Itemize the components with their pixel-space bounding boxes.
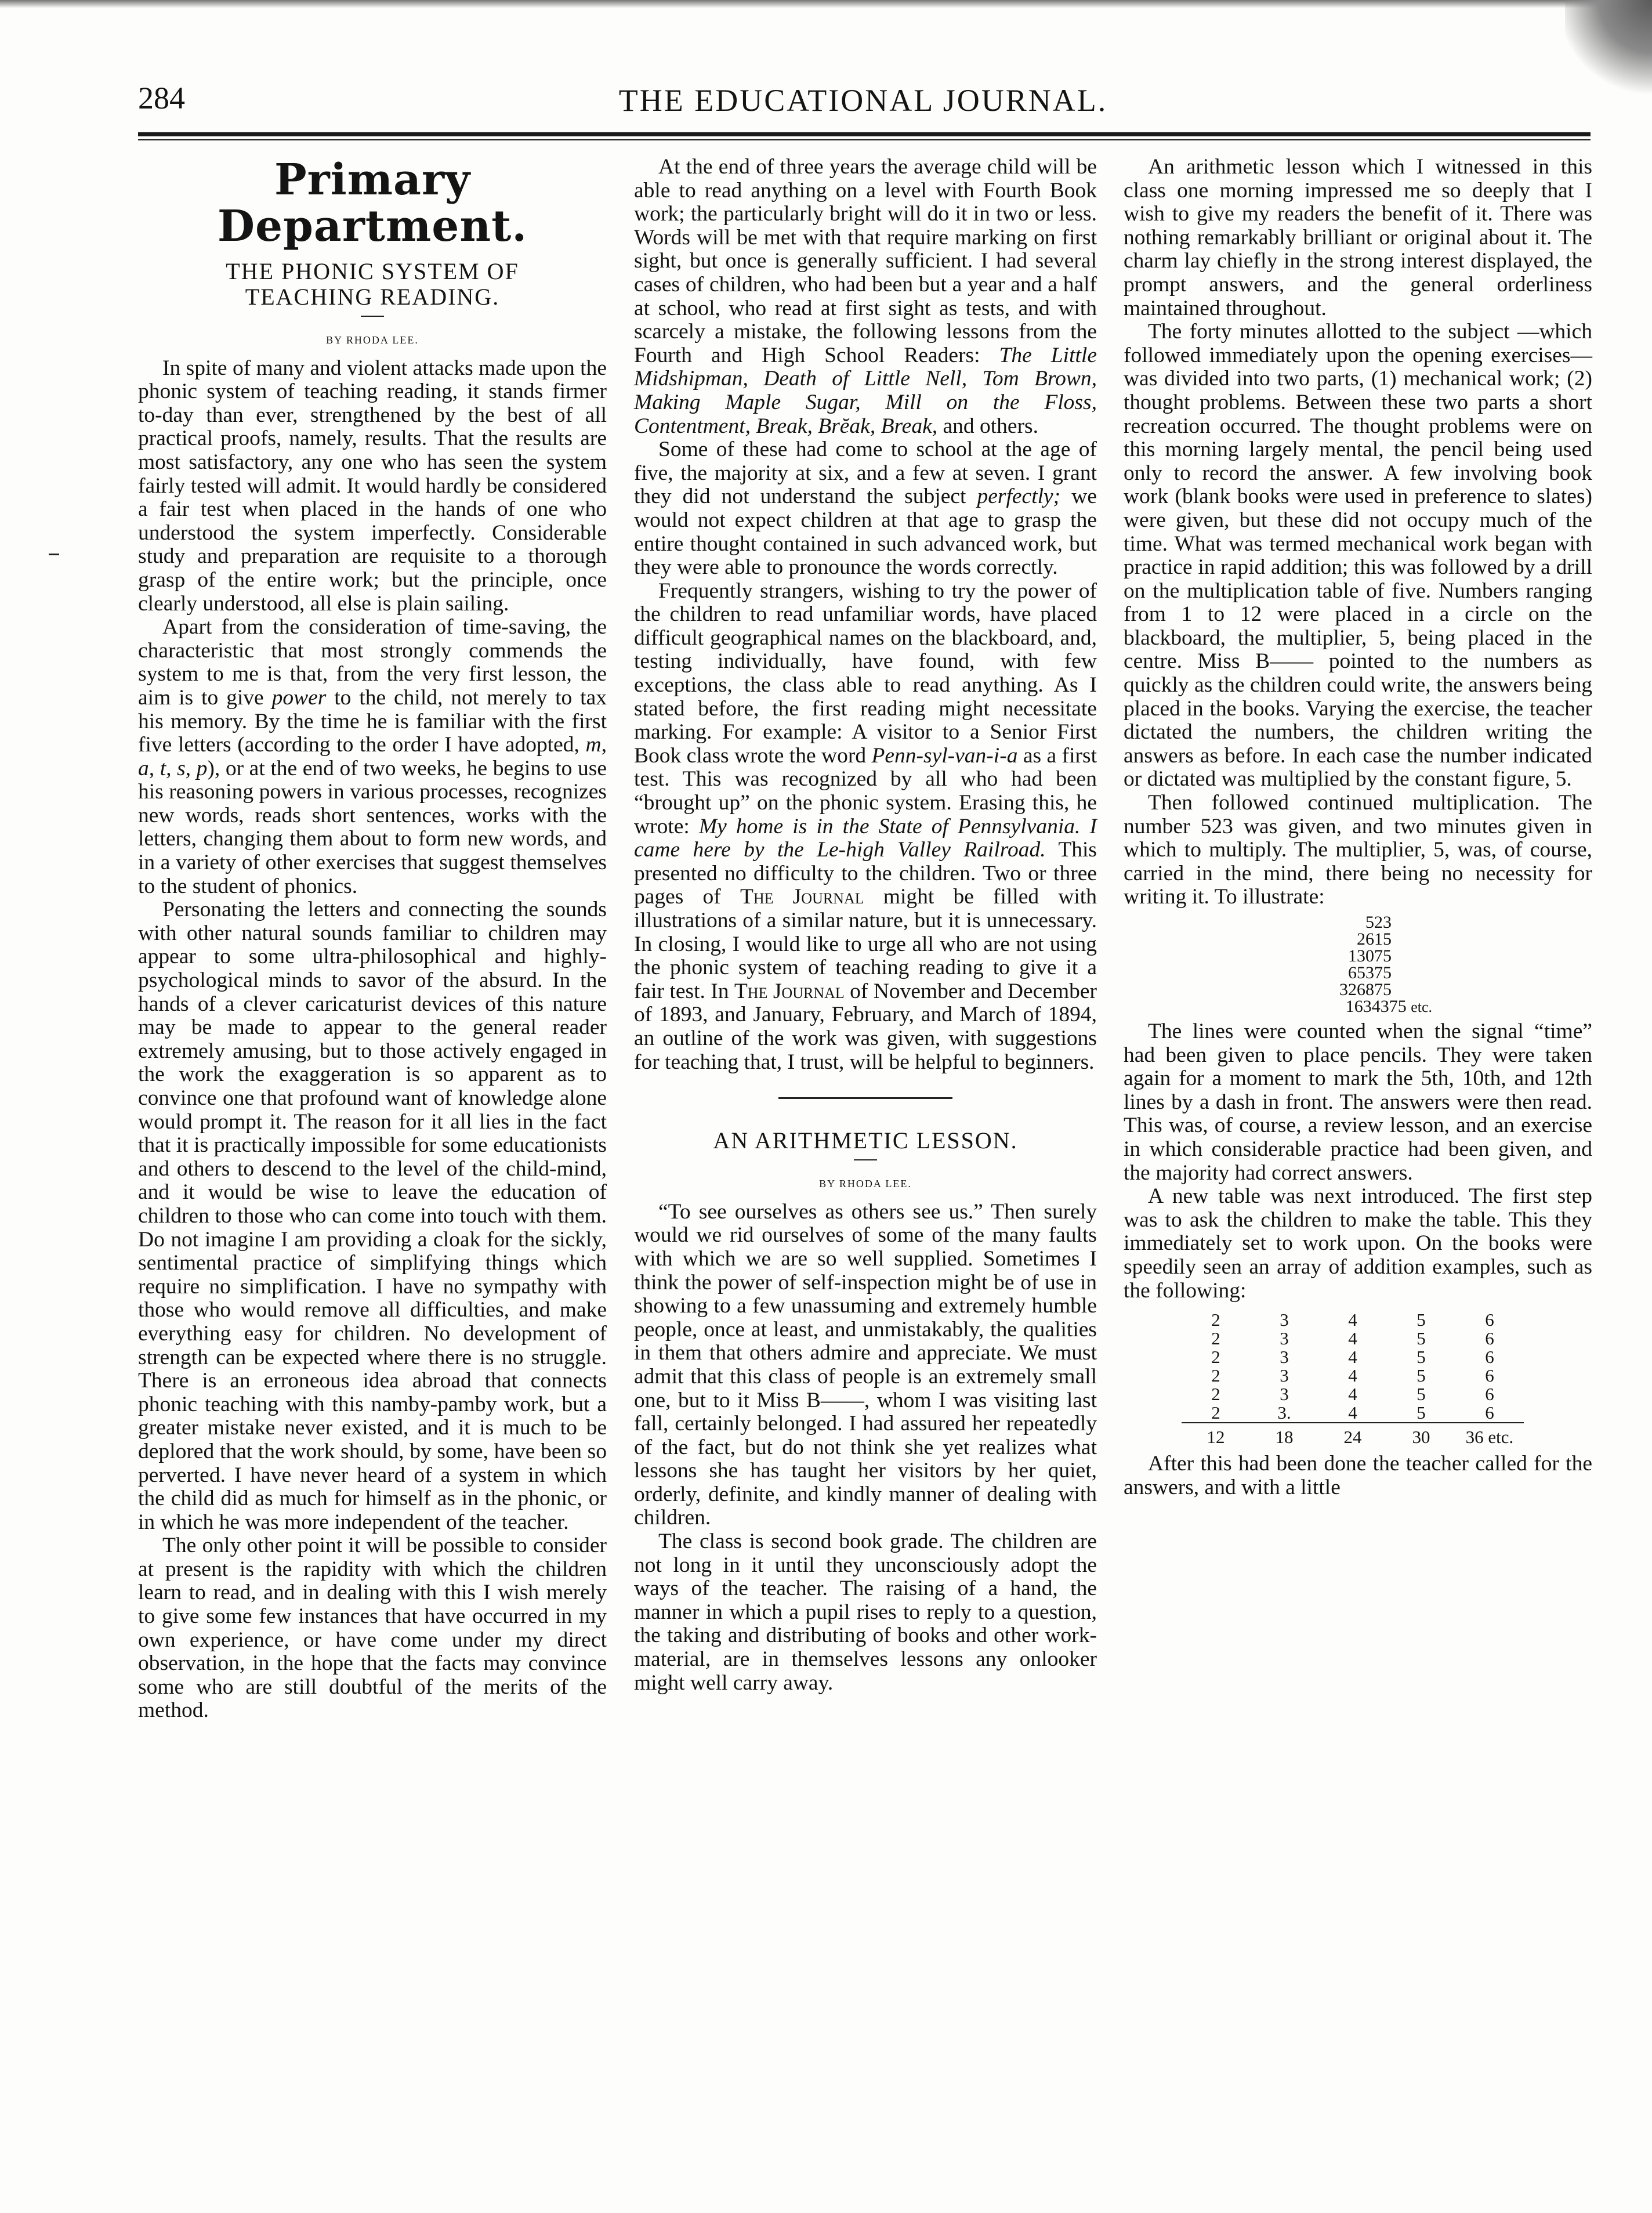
article-byline: BY RHODA LEE. bbox=[819, 1178, 912, 1190]
addition-cell: 2 bbox=[1211, 1365, 1220, 1386]
article-separator-rule bbox=[778, 1097, 952, 1099]
addition-cell: 5 bbox=[1416, 1402, 1426, 1423]
small-caps-text: The Journal bbox=[740, 885, 864, 909]
paragraph: The forty minutes allotted to the subject —which followed immediately upon the opening exercises—was divided into two parts, (1) mechanical work; (2) thought problems. Between these two parts a short recreation occurred. The thought problems were on this morning largely mental, the pencil being used only to record the answer. A few involving book work (blank books were used in preference to slates) were given, but these did not occupy much of the time. What was termed mechanical work began with practice in rapid addition; this was followed by a drill on the multiplication table of five. Numbers ranging from 1 to 12 were placed in a circle on the blackboard, the multiplier, 5, being placed in the centre. Miss B—— pointed to the numbers as quickly as the children could write, the answers being placed in the books. Varying the exercise, the teacher dictated the numbers, the children writing the answers as before. In each case the number indicated or dictated was multiplied by the constant figure, 5. bbox=[1124, 320, 1592, 791]
addition-total-cell: 30 bbox=[1387, 1423, 1455, 1447]
text-run: Some of these had come to school at the age of five, the majority at six, and a few at seven. I grant they did not understand the subject bbox=[634, 437, 1097, 509]
multiplication-line-last bbox=[1276, 998, 1432, 1015]
text-run: as a first test. This was recognized by all who had been “brought up” on the phonic system. Erasing this, he wrote: bbox=[634, 743, 1097, 838]
addition-cell: 6 bbox=[1485, 1328, 1494, 1349]
paragraph: After this had been done the teacher called for the answers, and with a little bbox=[1124, 1452, 1592, 1499]
addition-cell: 4 bbox=[1348, 1402, 1357, 1423]
addition-table bbox=[1182, 1311, 1524, 1447]
multiplication-line: 13075 bbox=[1348, 946, 1392, 966]
article-title-line-1: THE PHONIC SYSTEM OF bbox=[226, 258, 519, 284]
multiplication-line: 1634375 bbox=[1345, 997, 1407, 1016]
margin-dash-mark bbox=[49, 554, 59, 555]
paragraph bbox=[138, 616, 607, 898]
text-run: This presented no difficulty to the children. Two or three pages of bbox=[634, 838, 1097, 909]
addition-row bbox=[1182, 1366, 1524, 1385]
page-header bbox=[138, 80, 1588, 126]
department-title: Primary Department. bbox=[217, 155, 528, 251]
addition-total-cell: 36 etc. bbox=[1455, 1423, 1524, 1447]
text-run: of November and December of 1893, and January, February, and March of 1894, an outline of the work was given, with suggestions for teaching that, I trust, will be helpful to beginners. bbox=[634, 979, 1097, 1074]
addition-total-cell: 12 bbox=[1182, 1423, 1250, 1447]
paragraph: Then followed continued multiplication. The number 523 was given, and two minutes given in which to multiply. The multiplier, 5, was, of course, carried in the mind, there being no necessity for writing it. To illustrate: bbox=[1124, 791, 1592, 909]
paragraph bbox=[634, 438, 1097, 580]
multiplication-line: 65375 bbox=[1348, 963, 1392, 982]
paragraph bbox=[634, 156, 1097, 438]
addition-cell: 4 bbox=[1348, 1347, 1357, 1368]
text-run: and others. bbox=[937, 414, 1039, 438]
addition-row bbox=[1182, 1348, 1524, 1366]
text-run: Frequently strangers, wishing to try the power of the children to read unfamiliar words, have placed difficult geographical names on the blackboard, and, testing individually, have found, with few exceptions, the class able to read anything. As I stated before, the first reading might necessitate marking. For example: A visitor to a Senior First Book class wrote the word bbox=[634, 578, 1097, 768]
addition-cell: 6 bbox=[1485, 1347, 1494, 1368]
addition-row bbox=[1182, 1385, 1524, 1404]
addition-cell: 2 bbox=[1211, 1347, 1220, 1368]
title-short-rule bbox=[854, 1159, 877, 1160]
column-1 bbox=[138, 156, 607, 1723]
addition-cell: 3. bbox=[1277, 1402, 1291, 1423]
text-run: At the end of three years the average child will be able to read anything on a level with Fourth Book work; the particularly bright will do it in two or less. Words will be met with that require marking on first sight, but once is generally sufficient. I had several cases of children, who had been but a year and a half at school, who read at first sight as tests, and with scarcely a mistake, the following lessons from the Fourth and High School Readers: bbox=[634, 155, 1097, 367]
addition-cell: 3 bbox=[1280, 1365, 1289, 1386]
multiplication-line: 2615 bbox=[1357, 930, 1392, 949]
italic-text: My home is in the State of Pennsylvania. I came here by the Le-high Valley Railroad. bbox=[634, 814, 1097, 862]
paragraph: “To see ourselves as others see us.” Then surely would we rid ourselves of some of the many faults with which we are so well supplied. Sometimes I think the power of self-inspection might be of use in showing to a few unassuming and extremely humble people, once at least, and unmistakably, the qualities in them that others admire and appreciate. We must admit that this class of people is an extremely small one, but to it Miss B——, whom I was visiting last fall, certainly belonged. I had assured her repeatedly of the fact, but do not think she yet realizes what lessons she has taught her visitors by her quiet, orderly, definite, and kindly manner of dealing with children. bbox=[634, 1199, 1097, 1530]
paragraph: A new table was next introduced. The first step was to ask the children to make the table. This they immediately set to work upon. On the books were speedily seen an array of addition examples, such as the following: bbox=[1124, 1184, 1592, 1303]
article-title: AN ARITHMETIC LESSON. bbox=[713, 1127, 1018, 1154]
addition-cell: 5 bbox=[1416, 1384, 1426, 1405]
italic-text: perfectly; bbox=[977, 484, 1061, 509]
paragraph: In spite of many and violent attacks made upon the phonic system of teaching reading, it stands firmer to-day than ever, strengthened by the best of all practical proofs, namely, results. That the results are most satisfactory, any one who has seen the system fairly tested will admit. It would hardly be considered a fair test when placed in the hands of one who understood the system imperfectly. Considerable study and preparation are requisite to a thorough grasp of the entire work; but the principle, once clearly understood, all else is plain sailing. bbox=[138, 356, 607, 616]
addition-cell: 2 bbox=[1211, 1310, 1220, 1330]
italic-text: Penn-syl-van-i-a bbox=[871, 743, 1018, 768]
paragraph bbox=[634, 580, 1097, 1074]
column-3 bbox=[1124, 156, 1592, 1499]
article-title-line-2: TEACHING READING. bbox=[245, 284, 500, 310]
addition-cell: 6 bbox=[1485, 1384, 1494, 1405]
italic-text: power bbox=[271, 685, 327, 710]
addition-cell: 5 bbox=[1416, 1365, 1426, 1386]
multiplication-line: 523 bbox=[1365, 913, 1392, 932]
title-short-rule bbox=[361, 316, 384, 317]
column-2 bbox=[634, 156, 1097, 1695]
addition-cell: 5 bbox=[1416, 1310, 1426, 1330]
small-caps-text: The Journal bbox=[734, 979, 845, 1003]
text-run: Apart from the consideration of time-saving, the characteristic that most strongly commends the system to me is that, from the very first lesson, the aim is to give bbox=[138, 615, 607, 710]
page-number: 284 bbox=[138, 81, 185, 115]
addition-cell: 4 bbox=[1348, 1365, 1357, 1386]
addition-cell: 2 bbox=[1211, 1402, 1220, 1423]
addition-row bbox=[1182, 1311, 1524, 1329]
etc-label: etc. bbox=[1411, 999, 1432, 1015]
multiplication-line: 326875 bbox=[1339, 980, 1392, 999]
addition-cell: 4 bbox=[1348, 1328, 1357, 1349]
header-rule-thin bbox=[138, 139, 1591, 140]
addition-cell: 4 bbox=[1348, 1310, 1357, 1330]
article-title bbox=[138, 259, 607, 310]
addition-cell: 2 bbox=[1211, 1384, 1220, 1405]
article-byline: BY RHODA LEE. bbox=[326, 334, 419, 346]
paragraph: The only other point it will be possible to consider at present is the rapidity with which the children learn to read, and in dealing with this I wish merely to give some few instances that have occurred in my own experience, or have come under my direct observation, in the hope that the facts may convince some who are still doubtful of the merits of the method. bbox=[138, 1534, 607, 1723]
addition-cell: 3 bbox=[1280, 1310, 1289, 1330]
addition-cell: 6 bbox=[1485, 1365, 1494, 1386]
addition-cell: 4 bbox=[1348, 1384, 1357, 1405]
paragraph: The lines were counted when the signal “time” had been given to place pencils. They were taken again for a moment to mark the 5th, 10th, and 12th lines by a dash in front. The answers were then read. This was, of course, a review lesson, and an exercise in which considerable practice had been given, and the majority had correct answers. bbox=[1124, 1019, 1592, 1185]
addition-cell: 2 bbox=[1211, 1328, 1220, 1349]
addition-total-cell: 24 bbox=[1318, 1423, 1387, 1447]
addition-cell: 5 bbox=[1416, 1347, 1426, 1368]
paragraph: Personating the letters and connecting the sounds with other natural sounds familiar to children may appear to some ultra-philosophical and highly-psychological minds to savor of the absurd. In the hands of a clever caricaturist devices of this nature may be made to appear to the general reader extremely amusing, but to those actively engaged in the work the exaggeration is so apparent as to convince one that profound want of knowledge alone would prompt it. The reason for it all lies in the fact that it is practically impossible for some educationists and others to descend to the level of the child-mind, and it would be wise to leave the education of children to those who can come into touch with them. Do not imagine I am providing a cloak for the sickly, sentimental practice of simplifying things which require no simplification. I have no sympathy with those who would remove all difficulties, and make everything easy for children. No development of strength can be expected where there is no struggle. There is an erroneous idea abroad that connects phonic teaching with this namby-pamby work, but a greater mistake never existed, and it is much to be deplored that the work should, by some, have been so perverted. I have never heard of a system in which the child did as much for himself as in the phonic, or in which he was more independent of the teacher. bbox=[138, 898, 607, 1534]
text-run: might be filled with illustrations of a similar nature, but it is unnecessary. In closing, I would like to urge all who are not using the phonic system of teaching reading to give it a fair test. In bbox=[634, 885, 1097, 1003]
page-top-edge bbox=[0, 0, 1652, 8]
addition-total-row bbox=[1182, 1423, 1524, 1447]
header-rule-thick bbox=[138, 132, 1591, 136]
addition-cell: 3 bbox=[1280, 1384, 1289, 1405]
text-run: ), or at the end of two weeks, he begins to use his reasoning powers in various processes, recognizes new words, reads short sentences, works with the letters, changing them about to form new words, and in a variety of other exercises that suggest themselves to the student of phonics. bbox=[138, 756, 607, 898]
text-run: to the child, not merely to tax his memory. By the time he is familiar with the first five letters (according to the order I have adopted, bbox=[138, 685, 607, 757]
italic-text: The Little Midshipman, Death of Little Nell, Tom Brown, Making Maple Sugar, Mill on the Floss, Contentment, Break, Brĕak, Break, bbox=[634, 343, 1097, 438]
text-run: we would not expect children at that age to grasp the entire thought contained in such advanced work, but they were able to pronounce the words correctly. bbox=[634, 484, 1097, 580]
addition-row bbox=[1182, 1329, 1524, 1348]
journal-title: THE EDUCATIONAL JOURNAL. bbox=[618, 83, 1108, 118]
addition-cell: 6 bbox=[1485, 1402, 1494, 1423]
paragraph: An arithmetic lesson which I witnessed in this class one morning impressed me so deeply that I wish to give my readers the benefit of it. There was nothing remarkably brilliant or original about it. The charm lay chiefly in the strong interest displayed, the prompt answers, and the general orderliness maintained throughout. bbox=[1124, 155, 1592, 320]
addition-cell: 3 bbox=[1280, 1328, 1289, 1349]
italic-text: m, a, t, s, p bbox=[138, 733, 607, 780]
addition-cell: 6 bbox=[1485, 1310, 1494, 1330]
addition-cell: 5 bbox=[1416, 1328, 1426, 1349]
addition-row bbox=[1182, 1404, 1524, 1423]
paragraph: The class is second book grade. The children are not long in it until they unconsciously adopt the ways of the teacher. The raising of a hand, the manner in which a pupil rises to reply to a question, the taking and distributing of books and other work-material, are in themselves lessons any onlooker might well carry away. bbox=[634, 1529, 1097, 1695]
multiplication-example bbox=[1276, 914, 1450, 1015]
addition-total-cell: 18 bbox=[1250, 1423, 1318, 1447]
addition-cell: 3 bbox=[1280, 1347, 1289, 1368]
